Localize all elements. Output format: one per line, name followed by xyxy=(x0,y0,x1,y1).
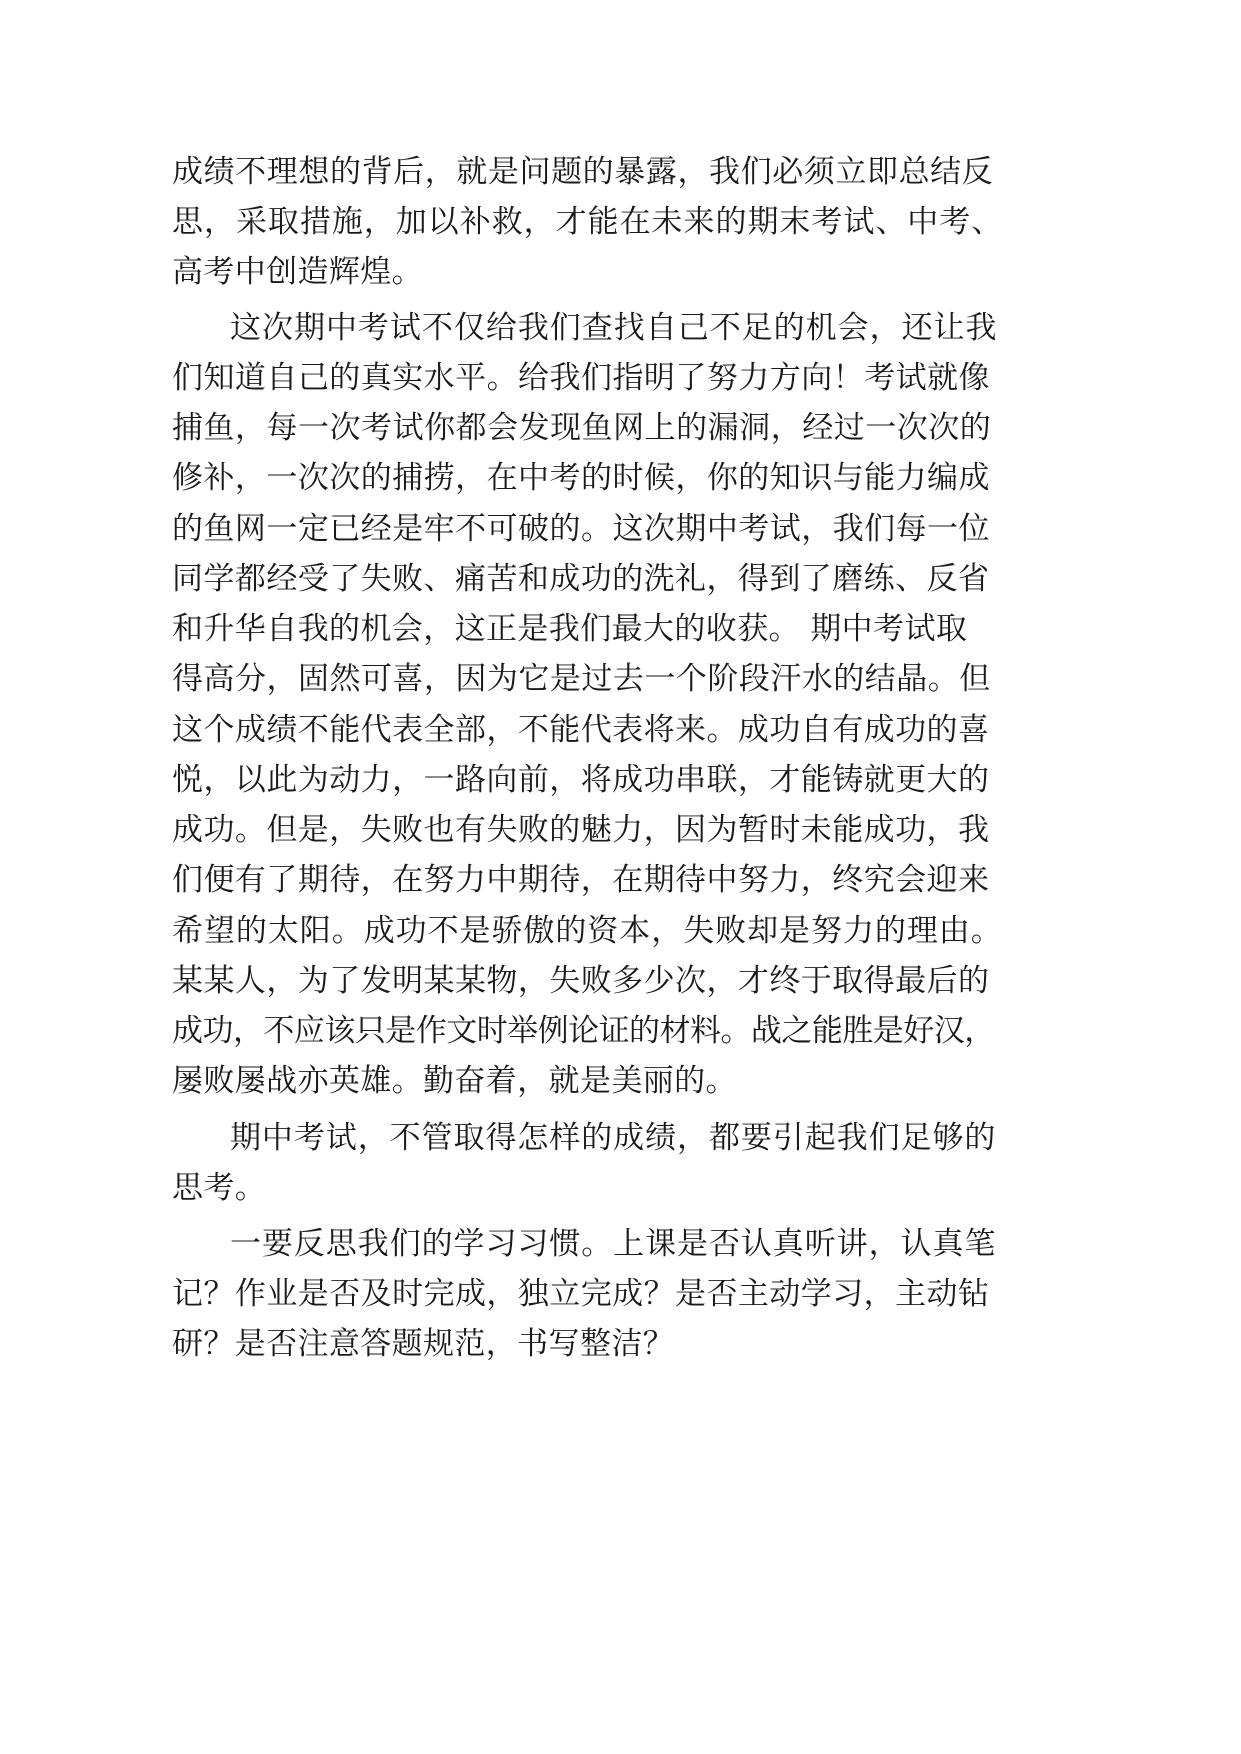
text-line: 和升华自我的机会，这正是我们最大的收获。 期中考试取 xyxy=(172,611,968,647)
text-line: 某某人，为了发明某某物，失败多少次，才终于取得最后的 xyxy=(172,963,990,999)
text-line: 成功。但是，失败也有失败的魅力，因为暂时未能成功，我 xyxy=(172,812,990,848)
text-line: 屡败屡战亦英雄。勤奋着，就是美丽的。 xyxy=(172,1063,737,1099)
text-line: 希望的太阳。成功不是骄傲的资本，失败却是努力的理由。 xyxy=(172,913,1003,949)
text-line: 思，采取措施，加以补救，才能在未来的期末考试、中考、 xyxy=(172,204,1004,240)
text-line: 同学都经受了失败、痛苦和成功的洗礼，得到了磨练、反省 xyxy=(172,561,990,597)
text-line: 一要反思我们的学习习惯。上课是否认真听讲，认真笔 xyxy=(230,1226,997,1262)
text-line: 研？是否注意答题规范，书写整洁？ xyxy=(172,1326,675,1362)
text-line: 高考中创造辉煌。 xyxy=(172,254,424,290)
text-line: 成绩不理想的背后，就是问题的暴露，我们必须立即总结反 xyxy=(172,154,994,190)
text-line: 思考。 xyxy=(172,1170,267,1206)
text-line: 们知道自己的真实水平。给我们指明了努力方向！考试就像 xyxy=(172,360,990,396)
text-line: 的鱼网一定已经是牢不可破的。这次期中考试，我们每一位 xyxy=(172,511,990,547)
text-line: 修补，一次次的捕捞，在中考的时候，你的知识与能力编成 xyxy=(172,460,990,496)
text-line: 成功，不应该只是作文时举例论证的材料。战之能胜是好汉， xyxy=(172,1013,995,1049)
text-line: 这次期中考试不仅给我们查找自己不足的机会，还让我 xyxy=(230,310,998,346)
text-line: 记？作业是否及时完成，独立完成？是否主动学习，主动钻 xyxy=(172,1276,990,1312)
text-line: 这个成绩不能代表全部，不能代表将来。成功自有成功的喜 xyxy=(172,712,990,748)
text-line: 悦，以此为动力，一路向前，将成功串联，才能铸就更大的 xyxy=(172,762,990,798)
text-line: 们便有了期待，在努力中期待，在期待中努力，终究会迎来 xyxy=(172,862,990,898)
text-line: 期中考试，不管取得怎样的成绩，都要引起我们足够的 xyxy=(230,1120,997,1156)
text-line: 捕鱼，每一次考试你都会发现鱼网上的漏洞，经过一次次的 xyxy=(172,410,992,446)
text-line: 得高分，固然可喜，因为它是过去一个阶段汗水的结晶。但 xyxy=(172,661,991,697)
